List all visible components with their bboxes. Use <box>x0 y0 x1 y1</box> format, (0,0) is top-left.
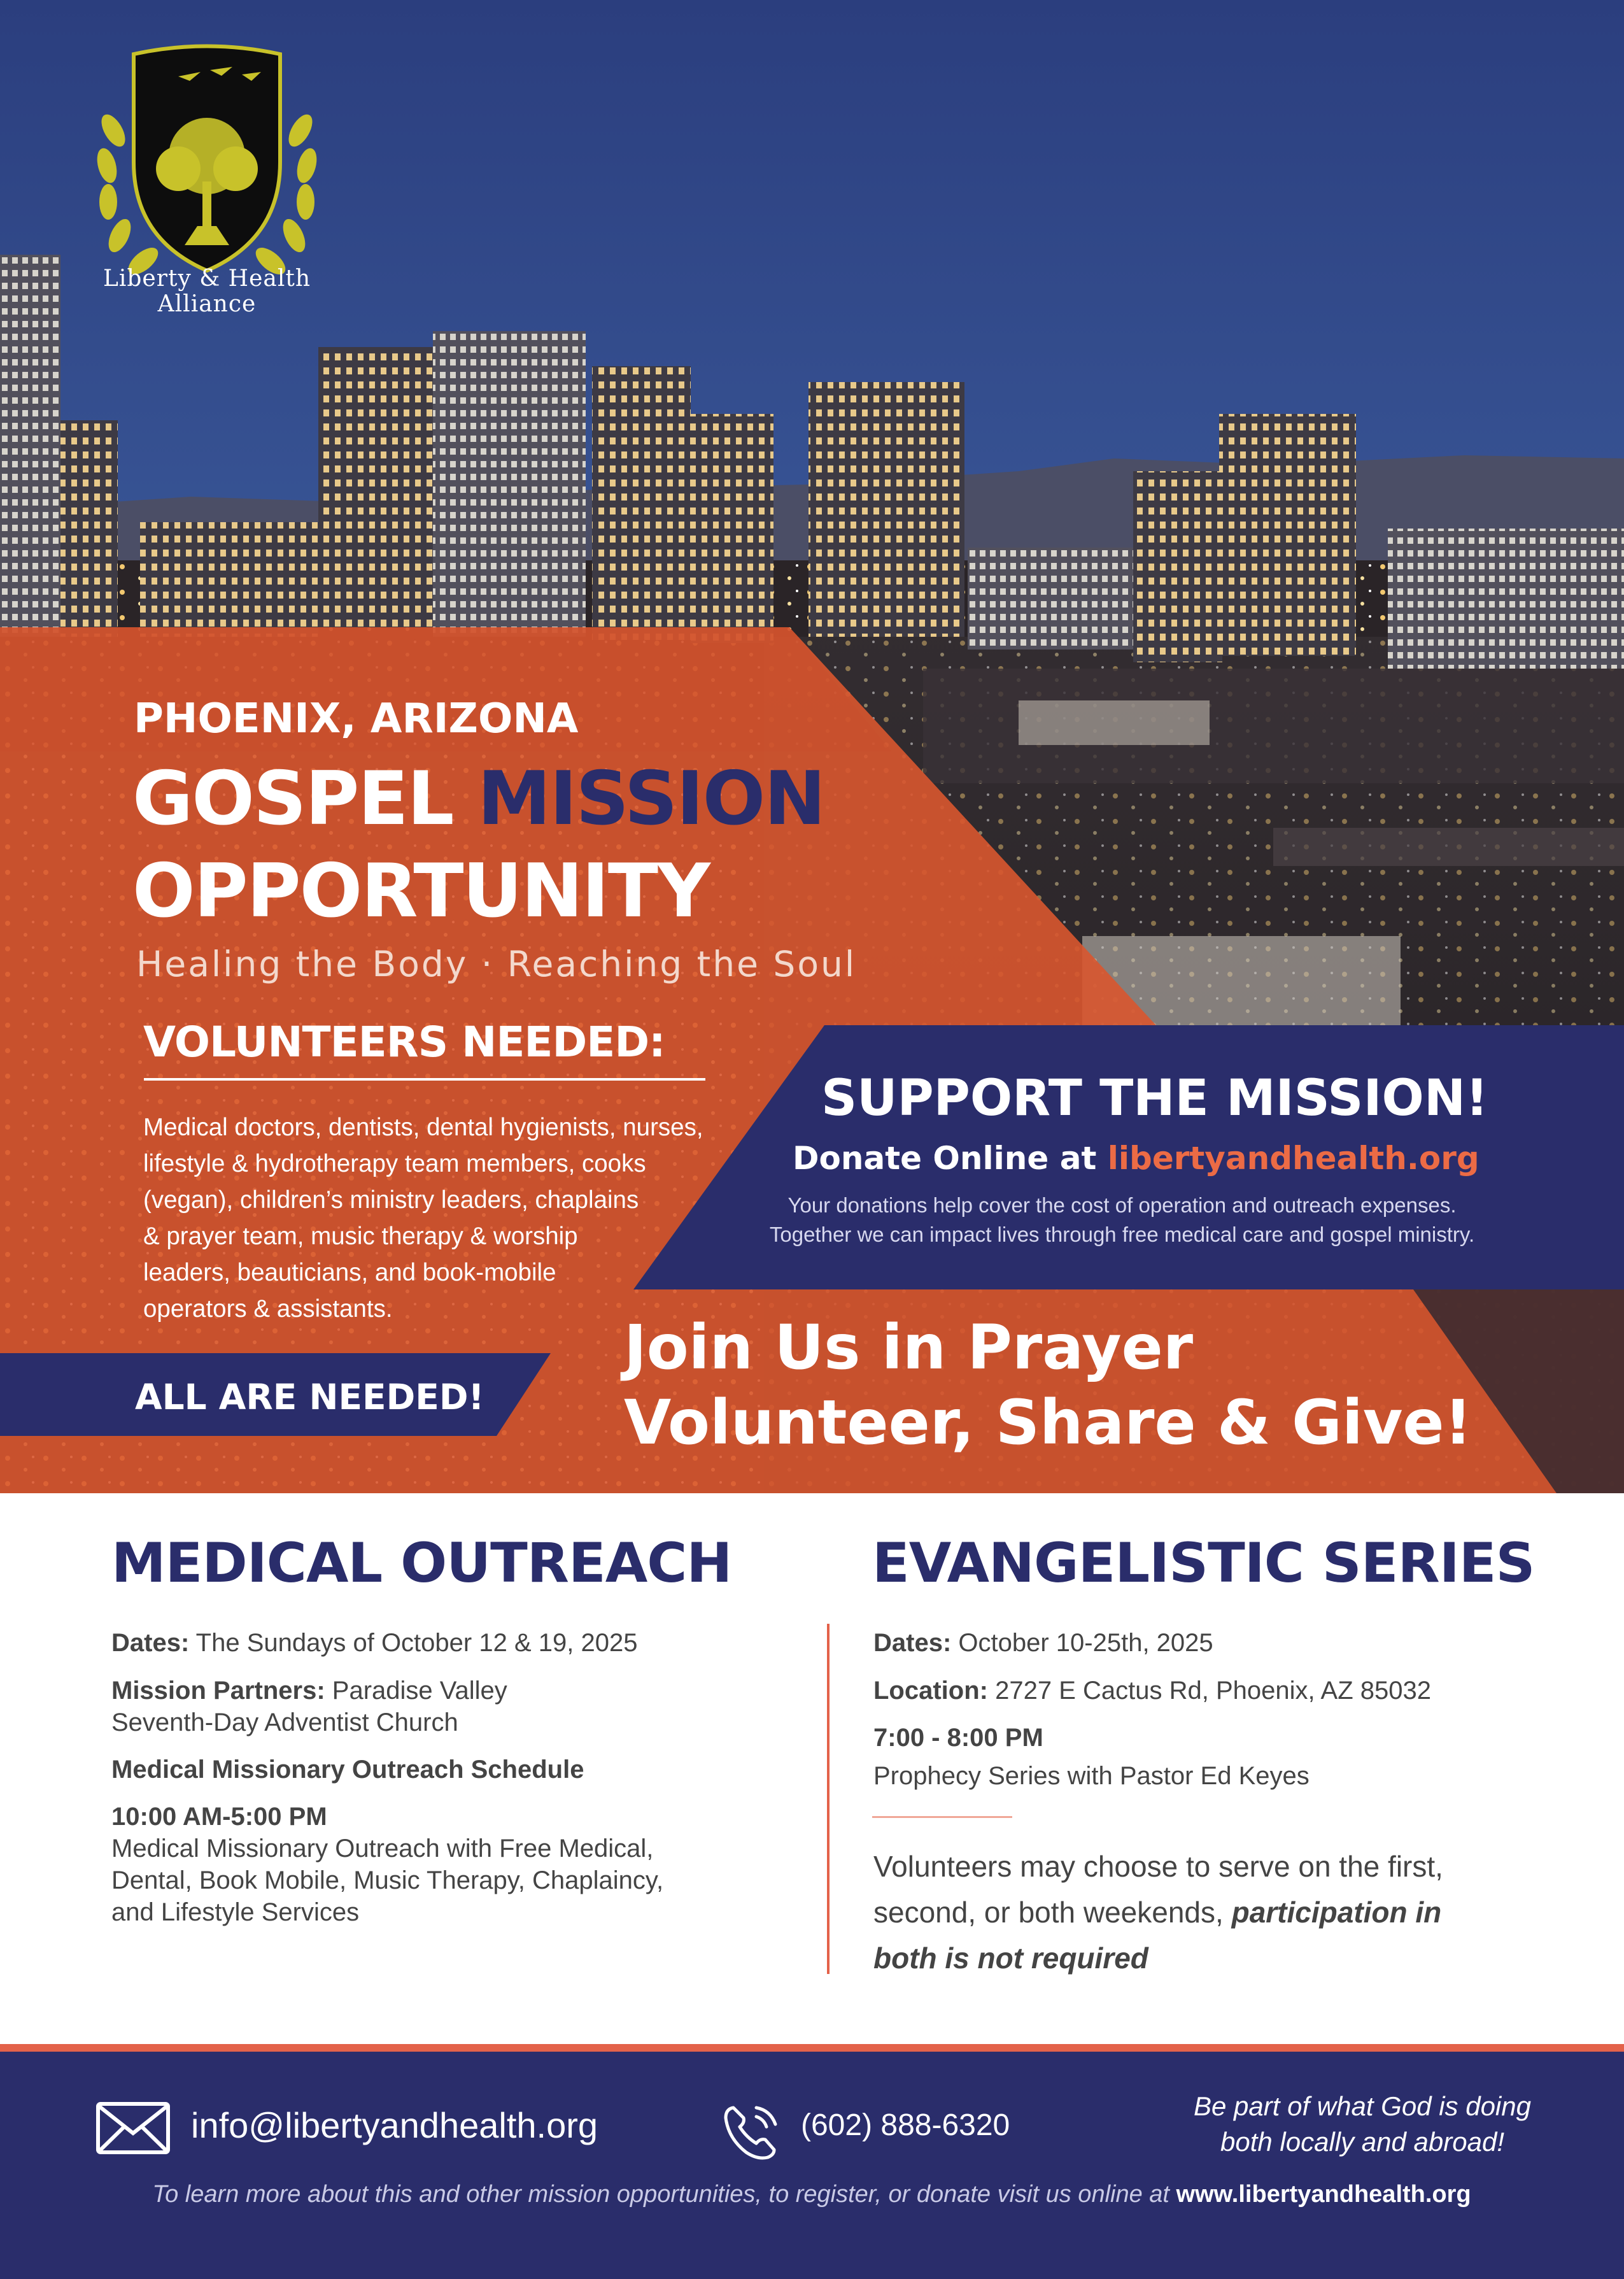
footer-accent-stripe <box>0 2044 1624 2052</box>
medical-partners-label: Mission Partners: <box>111 1677 325 1705</box>
cta-line2: Volunteer, Share & Give! <box>624 1387 1472 1458</box>
short-divider <box>872 1816 1012 1818</box>
donate-line <box>793 1140 1479 1177</box>
medical-desc-line1: Medical Missionary Outreach with Free Medical, <box>111 1835 654 1863</box>
evangelistic-dates-label: Dates: <box>873 1629 952 1657</box>
medical-partners <box>111 1675 507 1707</box>
headline-line1 <box>132 758 824 841</box>
brand-name-line1: Liberty & Health <box>102 266 311 292</box>
volunteer-note-line1: Volunteers may choose to serve on the first, <box>873 1850 1443 1883</box>
evangelistic-series-title: EVANGELISTIC SERIES <box>872 1531 1535 1595</box>
volunteer-note-line3: both is not required <box>873 1942 1148 1975</box>
evangelistic-time-value: 7:00 - 8:00 PM <box>873 1724 1043 1752</box>
evangelistic-location-label: Location: <box>873 1677 988 1705</box>
footer-quote-line2: both locally and abroad! <box>1220 2127 1504 2157</box>
medical-outreach-title: MEDICAL OUTREACH <box>111 1531 732 1595</box>
evangelistic-location <box>873 1675 1431 1707</box>
cta-line1: Join Us in Prayer <box>624 1312 1194 1383</box>
support-title: SUPPORT THE MISSION! <box>821 1070 1488 1127</box>
medical-partners-line2: Seventh-Day Adventist Church <box>111 1708 458 1736</box>
brand-name <box>64 266 350 317</box>
footer <box>0 2052 1624 2279</box>
support-note-line2: Together we can impact lives through free medical care and gospel ministry. <box>769 1223 1475 1246</box>
volunteers-line: Medical doctors, dentists, dental hygienists, nurses, <box>143 1114 703 1141</box>
evangelistic-desc: Prophecy Series with Pastor Ed Keyes <box>873 1762 1310 1790</box>
headline-accent-word: MISSION <box>477 756 825 842</box>
volunteers-line: lifestyle & hydrotherapy team members, cooks <box>143 1150 646 1177</box>
headline-word: GOSPEL <box>132 756 453 842</box>
volunteers-line: & prayer team, music therapy & worship <box>143 1223 578 1250</box>
evangelistic-dates-value: October 10-25th, 2025 <box>958 1629 1213 1657</box>
support-note-line1: Your donations help cover the cost of operation and outreach expenses. <box>787 1193 1457 1217</box>
volunteer-note-line2 <box>873 1889 1548 1935</box>
volunteers-line: leaders, beauticians, and book-mobile <box>143 1259 556 1286</box>
volunteers-line: (vegan), children’s ministry leaders, chaplains <box>143 1186 639 1214</box>
footer-quote-line1: Be part of what God is doing <box>1194 2091 1531 2121</box>
footer-website-link[interactable]: www.libertyandhealth.org <box>1176 2181 1471 2208</box>
medical-time-value: 10:00 AM-5:00 PM <box>111 1803 327 1831</box>
footer-note <box>127 2181 1496 2208</box>
medical-time <box>111 1801 327 1833</box>
footer-note-text: To learn more about this and other mission opportunities, to register, or donate visit us online at <box>152 2181 1169 2208</box>
medical-desc-line3: and Lifestyle Services <box>111 1898 360 1926</box>
tagline: Healing the Body · Reaching the Soul <box>136 944 857 984</box>
evangelistic-time <box>873 1722 1043 1754</box>
contact-email-link[interactable]: info@libertyandhealth.org <box>191 2105 598 2145</box>
volunteers-line: operators & assistants. <box>143 1295 393 1323</box>
donate-link[interactable]: libertyandhealth.org <box>1107 1140 1479 1177</box>
medical-schedule-label <box>111 1754 584 1786</box>
envelope-icon <box>95 2101 171 2155</box>
evangelistic-location-value: 2727 E Cactus Rd, Phoenix, AZ 85032 <box>995 1677 1431 1705</box>
volunteer-note-emphasis: participation in <box>1231 1896 1442 1929</box>
location-kicker: PHOENIX, ARIZONA <box>134 695 579 742</box>
headline-line2: OPPORTUNITY <box>132 848 710 934</box>
medical-dates-value: The Sundays of October 12 & 19, 2025 <box>195 1629 638 1657</box>
evangelistic-dates <box>873 1627 1213 1659</box>
medical-schedule-heading: Medical Missionary Outreach Schedule <box>111 1756 584 1784</box>
contact-phone-link[interactable]: (602) 888-6320 <box>801 2108 1010 2142</box>
volunteer-note <box>873 1843 1548 1981</box>
all-needed-banner: ALL ARE NEEDED! <box>135 1377 484 1417</box>
medical-dates <box>111 1627 637 1659</box>
volunteers-underline <box>144 1078 705 1081</box>
donate-prefix: Donate Online at <box>793 1140 1097 1177</box>
brand-name-line2: Alliance <box>157 291 257 317</box>
volunteers-title: VOLUNTEERS NEEDED: <box>143 1018 665 1067</box>
medical-dates-label: Dates: <box>111 1629 190 1657</box>
medical-desc-line2: Dental, Book Mobile, Music Therapy, Chaplaincy, <box>111 1866 664 1894</box>
volunteer-note-plain: second, or both weekends, <box>873 1896 1224 1929</box>
phone-icon <box>719 2100 783 2164</box>
medical-partners-value: Paradise Valley <box>332 1677 507 1705</box>
column-divider <box>827 1624 830 1974</box>
